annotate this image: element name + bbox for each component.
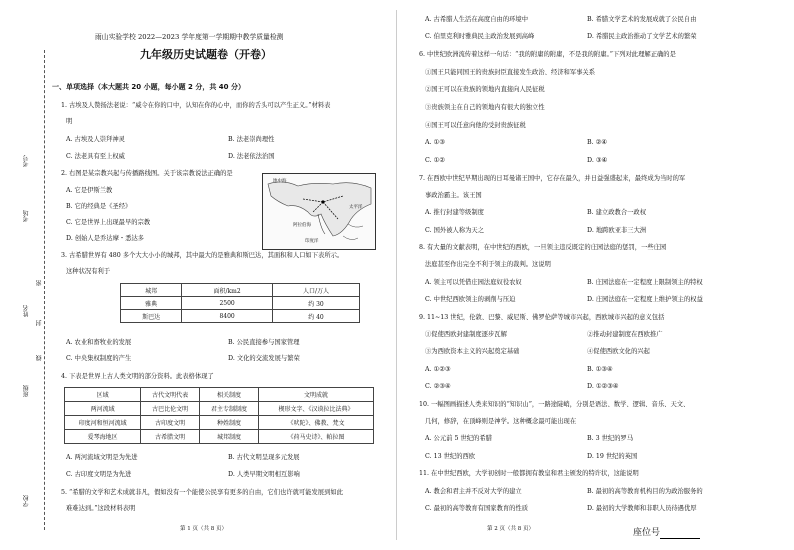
q4-option-d[interactable]: D. 人类早期文明相互影响 <box>228 471 300 478</box>
exam-title: 九年级历史试题卷（开卷） <box>140 48 272 61</box>
map-label-pacific: 太平洋 <box>349 205 363 210</box>
q10-option-c[interactable]: C. 13 世纪的西欧 <box>425 453 476 460</box>
sidebar-exam-number: 考号 <box>23 155 30 167</box>
table-cell: 种姓制度 <box>200 416 259 430</box>
seal-line <box>44 50 45 530</box>
q10-stem: 10. 一幅图画描述人类来知识的“知识山”，一路途陡峭，分别是语法、数学、逻辑、音乐、天文、 <box>419 401 690 408</box>
table-cell: 城邦制度 <box>200 430 259 444</box>
q3-option-a[interactable]: A. 农业和畜牧业的发展 <box>66 339 132 346</box>
q5-option-b[interactable]: B. 希腊文学艺术的发展成就了公民自由 <box>587 16 697 23</box>
q6-option-c[interactable]: C. ①② <box>425 157 445 164</box>
q4-option-c[interactable]: C. 古印度文明是为先进 <box>66 471 132 478</box>
page-footer-1: 第 1 页（共 8 页） <box>180 526 227 532</box>
q7-option-c[interactable]: C. 国外被人称为天之 <box>425 227 484 234</box>
table-cell: 印度河和恒河流域 <box>65 416 141 430</box>
q4-civilization-table <box>64 387 374 444</box>
seat-number-label <box>633 528 700 539</box>
table-header: 古代文明代表 <box>141 388 200 402</box>
q4-option-b[interactable]: B. 古代文明呈现多元发展 <box>228 454 300 461</box>
sidebar-seal-feng: 封 <box>36 320 43 326</box>
table-header: 城邦 <box>121 284 182 297</box>
q1-stem: 1. 古埃及人赞扬法老说：“威令在你的口中，认知在你的心中，而你的舌头可以产生正义。”材料表 <box>61 102 331 109</box>
q9-item-3: ③为西欧资本主义的兴起奠定基础 <box>425 348 520 355</box>
q7-stem: 7. 在西欧中世纪早期出现的日耳曼诸王国中，它存在最久，并日益强盛起来，最终成为当时的军 <box>419 175 686 182</box>
q10-stem-cont: 几何，修辞，在顶峰则是神学。这种概念最可能出现在 <box>425 418 577 425</box>
q5-option-a[interactable]: A. 古希腊人生活在高度自由的环境中 <box>425 16 529 23</box>
q9-option-b[interactable]: B. ①③④ <box>587 366 613 373</box>
page-2 <box>397 0 794 550</box>
table-header: 文明成就 <box>259 388 374 402</box>
q9-item-2: ②推动封建制度在西欧推广 <box>587 331 663 338</box>
q6-option-d[interactable]: D. ③④ <box>587 157 608 164</box>
q9-item-4: ④促使西欧文化的兴起 <box>587 348 650 355</box>
q5-option-d[interactable]: D. 希腊民主政治推动了文学艺术的繁荣 <box>587 33 697 40</box>
table-cell: 雅典 <box>121 297 182 310</box>
q5-stem: 5. “希腊的文学和艺术成就非凡，假如没有一个能使公民享有更多的自由，它们也许就可能发展到如此 <box>61 489 343 496</box>
q9-option-c[interactable]: C. ②③④ <box>425 383 451 390</box>
table-header: 区域 <box>65 388 141 402</box>
sidebar-seal-mi: 密 <box>36 280 43 286</box>
q1-option-a[interactable]: A. 古埃及人崇拜神灵 <box>66 136 125 143</box>
q6-item-1: ①国王只能同国王的贵族封臣直接发生政治、经济和军事关系 <box>425 69 596 76</box>
q11-option-d[interactable]: D. 最初的大学教师和非职人员待遇优厚 <box>587 505 697 512</box>
table-header: 相关制度 <box>200 388 259 402</box>
table-cell: 斯巴达 <box>121 310 182 323</box>
q9-item-1: ①促使西欧封建制度逐步瓦解 <box>425 331 507 338</box>
q9-option-d[interactable]: D. ①②③④ <box>587 383 619 390</box>
sidebar-school: 学校 <box>23 495 30 507</box>
seat-number-blank[interactable] <box>660 530 700 539</box>
table-header: 面积/km2 <box>182 284 273 297</box>
q5-option-c[interactable]: C. 伯里克利时雅典民主政治发展到高峰 <box>425 33 535 40</box>
table-cell: 《吠陀》、佛教、梵文 <box>259 416 374 430</box>
section-heading: 一、单项选择（本大题共 20 小题，每小题 2 分，共 40 分） <box>52 83 245 91</box>
q7-option-b[interactable]: B. 建立政教合一政权 <box>587 209 647 216</box>
table-cell: 《荷马史诗》、帕拉图 <box>259 430 374 444</box>
q1-option-d[interactable]: D. 法老依法治国 <box>228 153 275 160</box>
q8-option-b[interactable]: B. 庄园法庭在一定程度上限制领主的特权 <box>587 279 703 286</box>
q1-option-b[interactable]: B. 法老崇尚理性 <box>228 136 275 143</box>
q4-option-a[interactable]: A. 两河流域文明是为先进 <box>66 454 138 461</box>
school-title: 雨山实验学校 2022—2023 学年度第一学期期中教学质量检测 <box>95 33 284 41</box>
q1-option-c[interactable]: C. 法老具有至上权威 <box>66 153 125 160</box>
q3-city-table <box>120 283 360 323</box>
map-label-mediterranean: 地中海 <box>273 179 287 184</box>
sidebar-class: 班级 <box>23 385 30 397</box>
q7-option-d[interactable]: D. 地跨欧亚非三大洲 <box>587 227 647 234</box>
q10-option-d[interactable]: D. 19 世纪的英国 <box>587 453 638 460</box>
q11-option-a[interactable]: A. 教会和君主并不反对大学的建立 <box>425 488 522 495</box>
table-row <box>121 310 360 323</box>
table-cell: 君主专制制度 <box>200 402 259 416</box>
q8-option-d[interactable]: D. 庄园法庭在一定程度上维护领主的权益 <box>587 296 703 303</box>
map-label-arabian-sea: 阿拉伯海 <box>293 223 311 228</box>
table-row <box>65 416 374 430</box>
q2-stem: 2. 右图是某宗教兴起与传播路线图。关于该宗教说法正确的是 <box>61 170 233 177</box>
q2-option-b[interactable]: B. 它的经典是《圣经》 <box>66 203 132 210</box>
q7-option-a[interactable]: A. 推行封建等级制度 <box>425 209 484 216</box>
q6-item-4: ④国王可以任意向他的受封贵族征税 <box>425 122 526 129</box>
q8-option-c[interactable]: C. 中世纪西欧领主的剥削与压迫 <box>425 296 516 303</box>
q2-option-c[interactable]: C. 它是世界上出现最早的宗教 <box>66 219 151 226</box>
table-cell: 约 30 <box>272 297 359 310</box>
sidebar-seal-xian: 线 <box>36 355 43 361</box>
q8-stem: 8. 有大量的文献表明，在中世纪的西欧，一旦领主违反既定的庄园法庭的惩罚，一些庄园 <box>419 244 667 251</box>
q6-option-b[interactable]: B. ②④ <box>587 139 607 146</box>
q6-stem: 6. 中世纪欧洲流传着这样一句话：“我的附庸的附庸，不是我的附庸。”下列对此理解正确的是 <box>419 51 676 58</box>
sidebar-name: 姓名 <box>23 305 30 317</box>
q3-stem-cont: 这种状况有利于 <box>66 268 111 275</box>
q5-stem-cont: 难难达到。”这段材料表明 <box>66 505 136 512</box>
table-cell: 古印度文明 <box>141 416 200 430</box>
table-row <box>121 297 360 310</box>
page-footer-2: 第 2 页（共 8 页） <box>487 526 534 532</box>
q6-item-2: ②国王可以在贵族的领地内直接向人民征税 <box>425 86 545 93</box>
q2-option-a[interactable]: A. 它是伊斯兰教 <box>66 187 113 194</box>
table-cell: 8400 <box>182 310 273 323</box>
table-cell: 2500 <box>182 297 273 310</box>
table-cell: 两河流域 <box>65 402 141 416</box>
table-header-row <box>65 388 374 402</box>
q4-stem: 4. 下表是世界上古人类文明的部分资料。此表格体现了 <box>61 373 214 380</box>
table-row <box>65 430 374 444</box>
q6-item-3: ③贵族领主在自己的领地内有很大的独立性 <box>425 104 545 111</box>
q11-option-b[interactable]: B. 最初的高等教育机构目的为政治服务的 <box>587 488 703 495</box>
table-cell: 约 40 <box>272 310 359 323</box>
sidebar-exam-room: 考场 <box>23 210 30 222</box>
table-cell: 古希腊文明 <box>141 430 200 444</box>
q3-stem: 3. 古希腊世界有 480 多个大大小小的城邦，其中最大的是雅典和斯巴达，其面积和人口如下表所示。 <box>61 252 344 259</box>
q9-stem: 9. 11~13 世纪，伦敦、巴黎、威尼斯、佛罗伦萨等城市兴起，西欧城市兴起的意义包括 <box>419 314 665 321</box>
q9-option-a[interactable]: A. ①②③ <box>425 366 451 373</box>
table-cell: 爱琴海地区 <box>65 430 141 444</box>
map-label-indian-ocean: 印度洋 <box>305 239 319 244</box>
q11-stem: 11. 在中世纪西欧，大学初创时一般都拥有教皇和君主颁发的特许状，这能说明 <box>419 470 639 477</box>
q6-option-a[interactable]: A. ①③ <box>425 139 445 146</box>
table-row <box>65 402 374 416</box>
religion-route-map <box>262 173 376 250</box>
q2-option-d[interactable]: D. 创始人是乔达摩・悉达多 <box>66 235 145 242</box>
table-cell: 古巴比伦文明 <box>141 402 200 416</box>
q3-option-b[interactable]: B. 公民直接参与国家管理 <box>228 339 300 346</box>
q7-stem-cont: 事政治霸主。该王国 <box>425 192 482 199</box>
q1-stem-cont: 明 <box>66 118 73 125</box>
table-header: 人口/万人 <box>272 284 359 297</box>
q8-stem-cont: 法庭甚至作出完全不利于领主的裁判。这说明 <box>425 261 551 268</box>
q3-option-c[interactable]: C. 中央集权制度的产生 <box>66 355 132 362</box>
table-header-row <box>121 284 360 297</box>
q10-option-a[interactable]: A. 公元前 5 世纪的希腊 <box>425 435 492 442</box>
q8-option-a[interactable]: A. 领主可以凭借庄园法庭奴役农奴 <box>425 279 522 286</box>
seat-label-text: 座位号 <box>633 528 661 538</box>
q10-option-b[interactable]: B. 3 世纪的罗马 <box>587 435 634 442</box>
q3-option-d[interactable]: D. 文化的交流发展与繁荣 <box>228 355 300 362</box>
q11-option-c[interactable]: C. 最初的高等教育有国家教育的性质 <box>425 505 529 512</box>
table-cell: 楔形文字、《汉谟拉比法典》 <box>259 402 374 416</box>
